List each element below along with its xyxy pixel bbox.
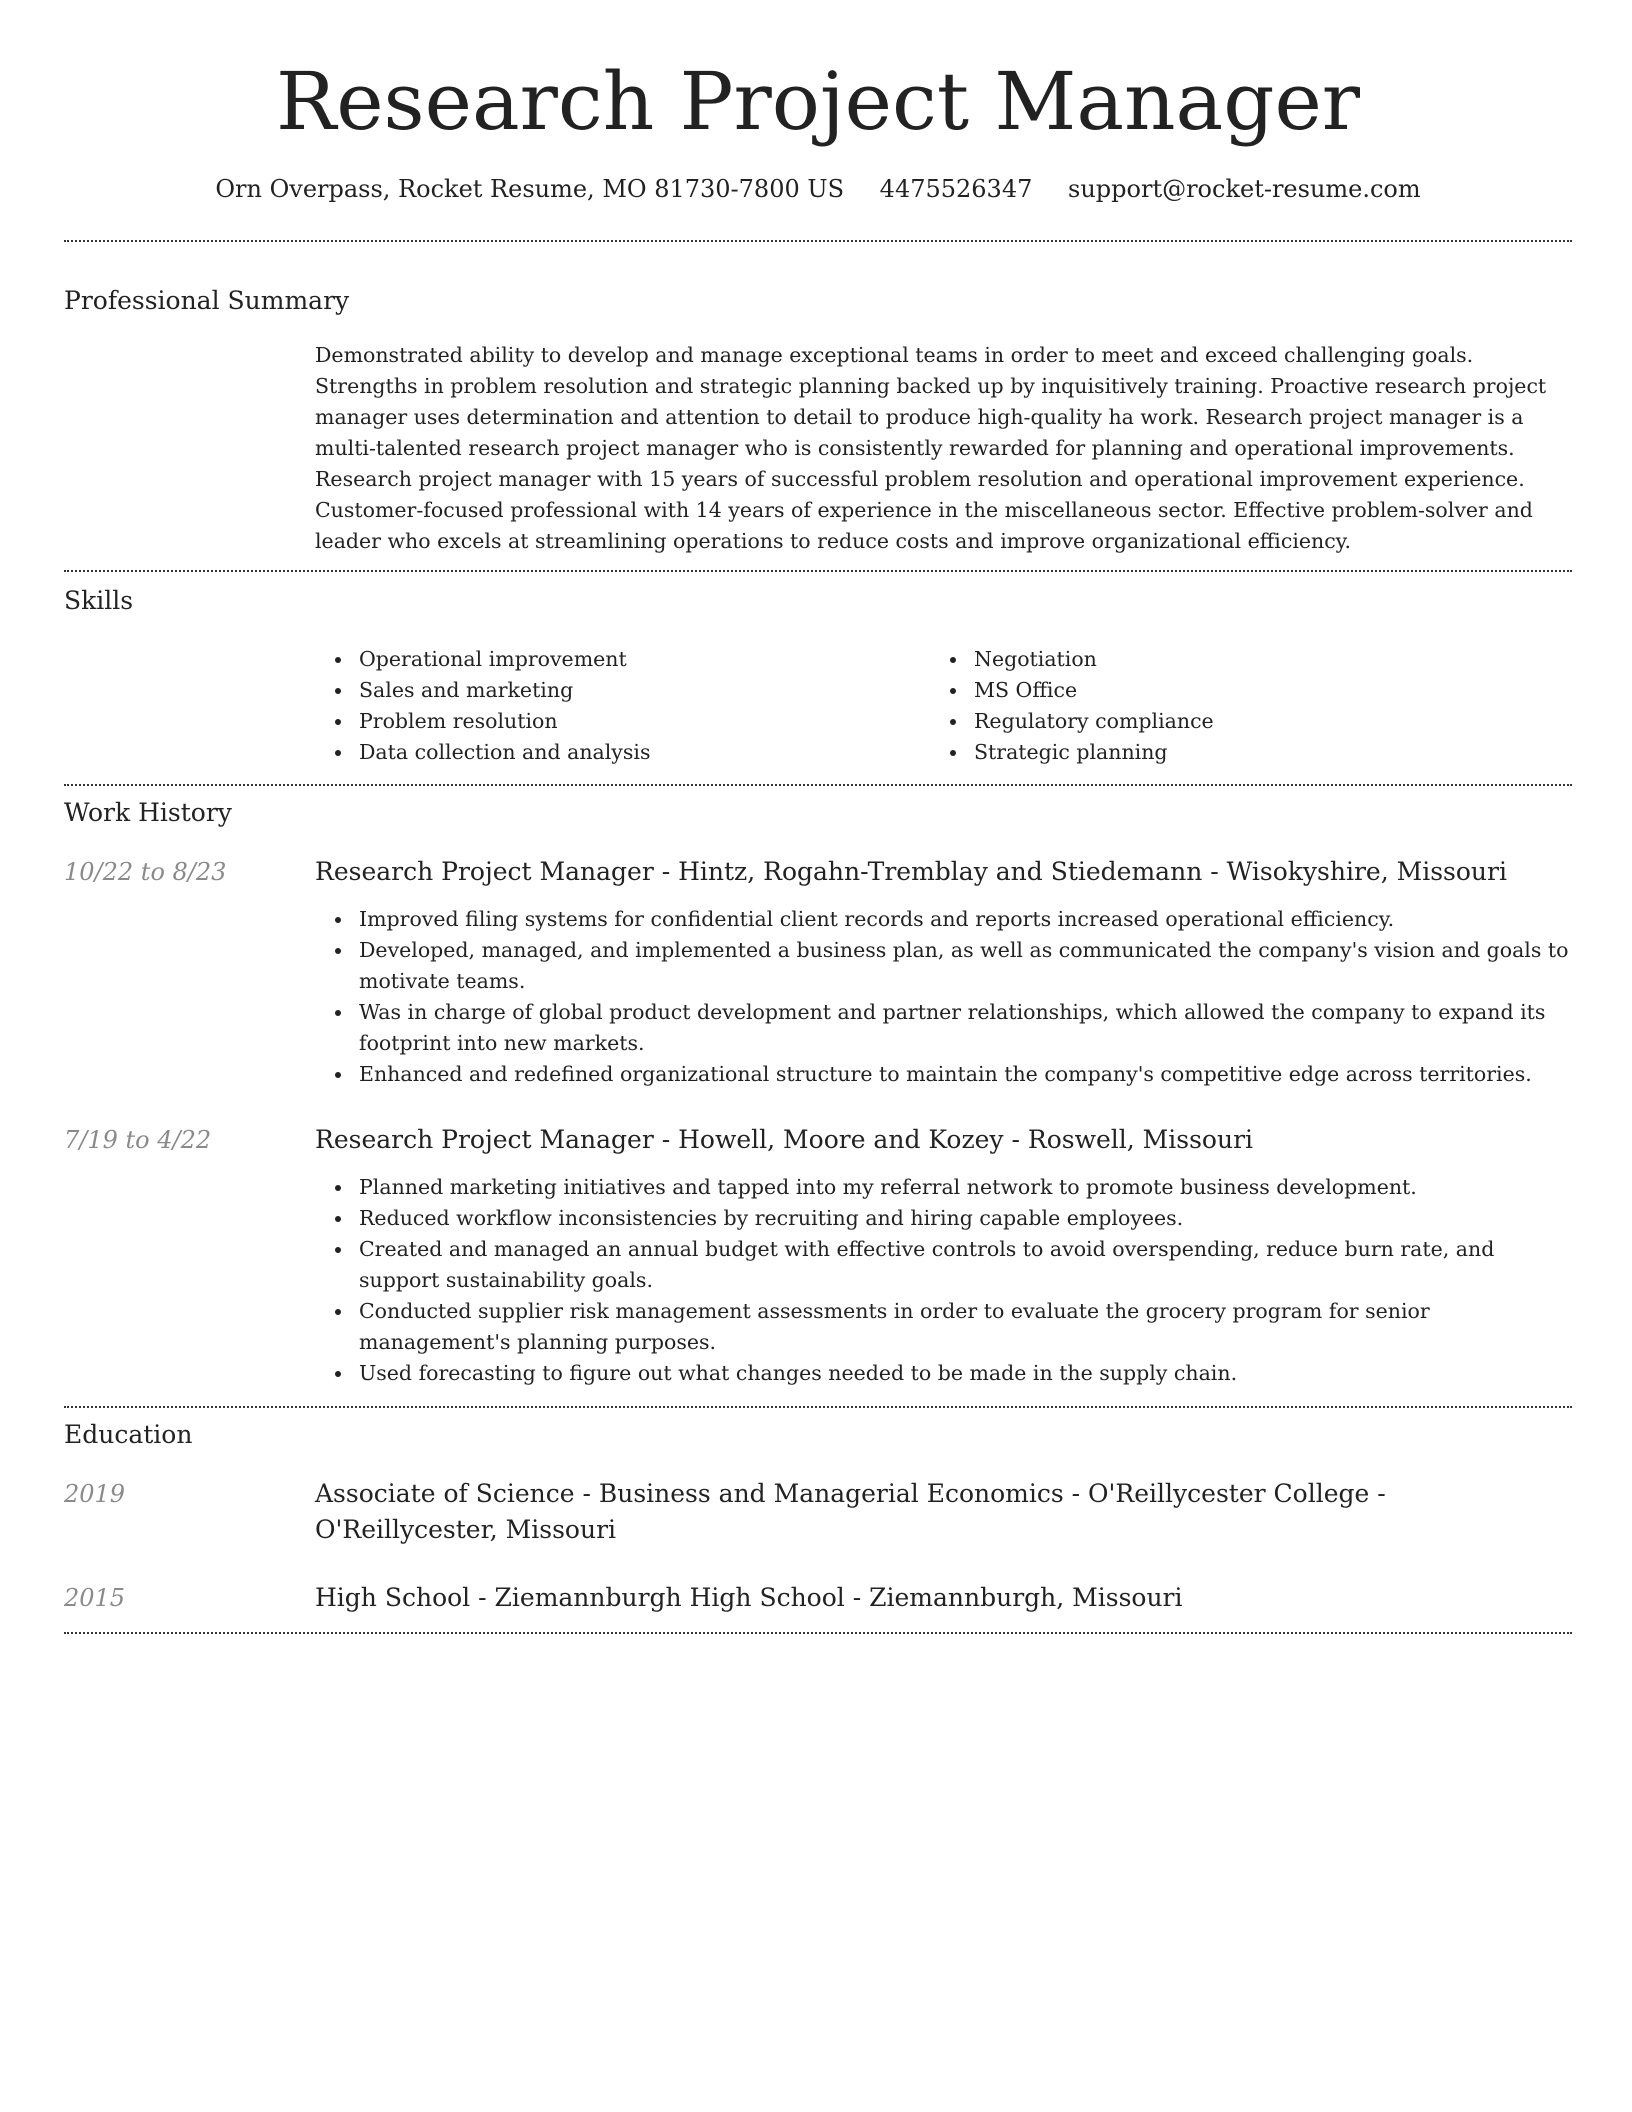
job-bullet: Enhanced and redefined organizational structure to maintain the company's competitive edge across territories.	[315, 1059, 1572, 1090]
divider	[64, 784, 1572, 786]
skills-column-left	[315, 644, 915, 768]
skills-column-right	[930, 644, 1530, 768]
job-title: Research Project Manager - Howell, Moore and Kozey - Roswell, Missouri	[315, 1125, 1254, 1154]
skill-item: Strategic planning	[930, 737, 1530, 768]
job-bullet: Planned marketing initiatives and tapped into my referral network to promote business development.	[315, 1172, 1572, 1203]
job-bullet: Created and managed an annual budget with effective controls to avoid overspending, reduce burn rate, and support sustainability goals.	[315, 1234, 1572, 1296]
contact-phone: 4475526347	[879, 175, 1033, 203]
resume-title: Research Project Manager	[275, 55, 1361, 148]
job-bullet: Used forecasting to figure out what changes needed to be made in the supply chain.	[315, 1358, 1572, 1389]
divider	[64, 1406, 1572, 1408]
skill-item: Operational improvement	[315, 644, 915, 675]
skill-item: Regulatory compliance	[930, 706, 1530, 737]
education-entry	[315, 1580, 1572, 1616]
education-school: - O'Reillycester College - O'Reillycester, Missouri	[315, 1479, 1386, 1544]
job-bullet: Conducted supplier risk management assessments in order to evaluate the grocery program for senior management's planning purposes.	[315, 1296, 1572, 1358]
job-bullets	[315, 1172, 1572, 1389]
education-date: 2019	[64, 1480, 126, 1508]
education-degree: High School	[315, 1583, 471, 1612]
job-date: 10/22 to 8/23	[64, 858, 227, 886]
job-date: 7/19 to 4/22	[64, 1126, 212, 1154]
job-bullet: Developed, managed, and implemented a business plan, as well as communicated the company's vision and goals to motivate teams.	[315, 935, 1572, 997]
job-bullet: Improved filing systems for confidential client records and reports increased operational efficiency.	[315, 904, 1572, 935]
divider	[64, 240, 1572, 242]
section-title-education: Education	[64, 1420, 193, 1449]
section-title-summary: Professional Summary	[64, 286, 350, 315]
divider	[64, 570, 1572, 572]
job-bullet: Was in charge of global product development and partner relationships, which allowed the company to expand its footprint into new markets.	[315, 997, 1572, 1059]
section-title-skills: Skills	[64, 586, 134, 615]
skill-item: Data collection and analysis	[315, 737, 915, 768]
skill-item: Negotiation	[930, 644, 1530, 675]
job-title: Research Project Manager - Hintz, Rogahn-Tremblay and Stiedemann - Wisokyshire, Missouri	[315, 857, 1507, 886]
divider	[64, 1632, 1572, 1634]
contact-address: Orn Overpass, Rocket Resume, MO 81730-7800 US	[215, 175, 845, 203]
contact-email: support@rocket-resume.com	[1068, 175, 1421, 203]
education-school: - Ziemannburgh High School - Ziemannburgh, Missouri	[470, 1583, 1183, 1612]
education-date: 2015	[64, 1584, 126, 1612]
summary-text: Demonstrated ability to develop and manage exceptional teams in order to meet and exceed challenging goals. Strengths in problem resolution and strategic planning backed up by inquisitively training. Proactive research project manager uses determination and attention to detail to produce high-quality ha work. Research project manager is a multi-talented research project manager who is consistently rewarded for planning and operational improvements. Research project manager with 15 years of successful problem resolution and operational improvement experience. Customer-focused professional with 14 years of experience in the miscellaneous sector. Effective problem-solver and leader who excels at streamlining operations to reduce costs and improve organizational efficiency.	[315, 343, 1547, 553]
skill-item: Problem resolution	[315, 706, 915, 737]
job-bullet: Reduced workflow inconsistencies by recruiting and hiring capable employees.	[315, 1203, 1572, 1234]
job-bullets	[315, 904, 1572, 1090]
education-degree: Associate of Science - Business and Managerial Economics	[315, 1479, 1064, 1508]
skill-item: MS Office	[930, 675, 1530, 706]
contact-line	[64, 172, 1572, 206]
skill-item: Sales and marketing	[315, 675, 915, 706]
education-entry	[315, 1476, 1572, 1548]
section-title-work: Work History	[64, 798, 232, 827]
